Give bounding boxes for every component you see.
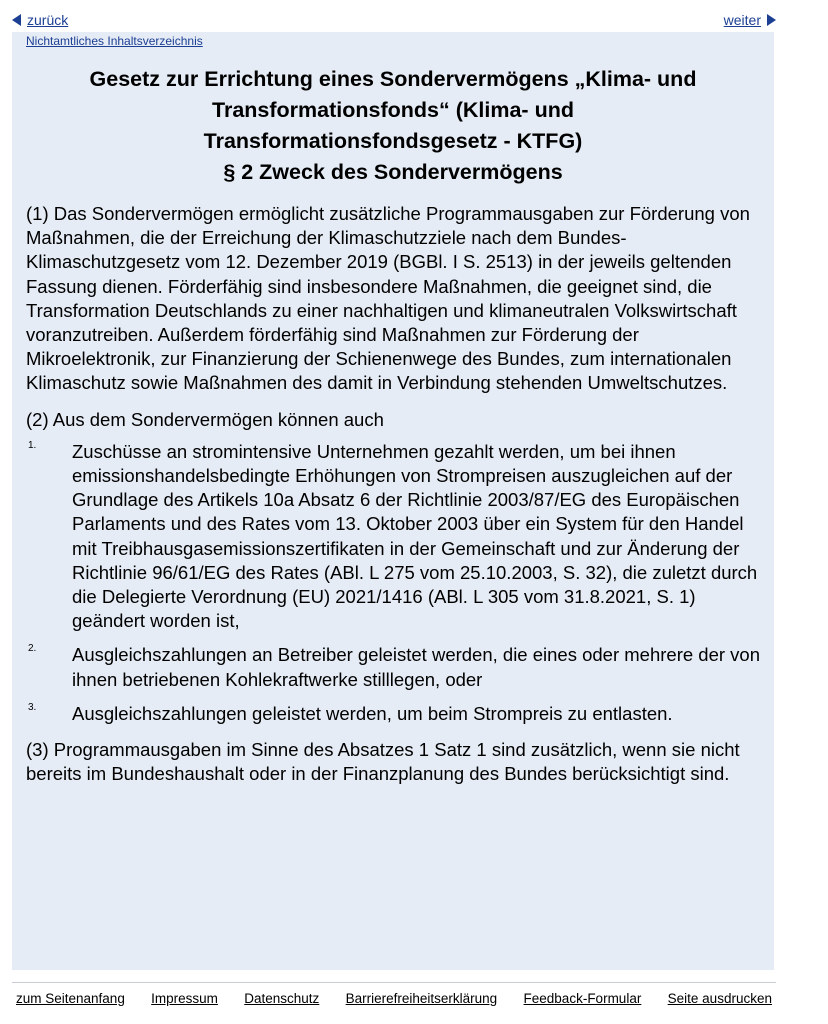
list-item (26, 702, 770, 726)
paragraph-1: (1) Das Sondervermögen ermöglicht zusätzliche Programmausgaben zur Förderung von Maßnahmen, die der Erreichung der Klimaschutzziele nach dem Bundes-Klimaschutzgesetz vom 12. Dezember 2019 (BGBl. I S. 2513) in der jeweils geltenden Fassung dienen. Förderfähig sind insbesondere Maßnahmen, die geeignet sind, die Transformation Deutschlands zu einer nachhaltigen und klimaneutralen Volkswirtschaft voranzutreiben. Außerdem förderfähig sind Maßnahmen zur Förderung der Mikroelektronik, zur Finanzierung der Schienenwege des Bundes, zum internationalen Klimaschutz sowie Maßnahmen des damit in Verbindung stehenden Umweltschutzes. (26, 203, 750, 394)
title-line-3: Transformationsfondsgesetz - KTFG) (203, 129, 583, 153)
section-heading: § 2 Zweck des Sondervermögens (223, 160, 563, 184)
footer-link-datenschutz[interactable]: Datenschutz (244, 991, 320, 1006)
arrow-right-icon (767, 14, 776, 26)
paragraph-2-intro: (2) Aus dem Sondervermögen können auch (26, 408, 384, 430)
arrow-left-icon (12, 14, 21, 26)
list-item (26, 440, 770, 634)
next-link-label: weiter (723, 12, 761, 28)
top-navigation (12, 10, 776, 30)
footer-link-feedback[interactable]: Feedback-Formular (523, 991, 642, 1006)
paragraph-3: (3) Programmausgaben im Sinne des Absatzes 1 Satz 1 sind zusätzlich, wenn sie nicht bereits im Bundeshaushalt oder in der Finanzplanung des Bundes berücksichtigt sind. (26, 739, 740, 785)
list-item (26, 643, 770, 691)
back-link[interactable] (12, 12, 68, 28)
paragraph-2-list (26, 440, 770, 726)
footer-links (12, 982, 776, 1006)
footer-link-top[interactable]: zum Seitenanfang (16, 991, 125, 1006)
list-item-number: 2. (28, 643, 37, 655)
title-line-1: Gesetz zur Errichtung eines Sondervermögens „Klima- und (89, 67, 697, 91)
table-of-contents-link[interactable]: Nichtamtliches Inhaltsverzeichnis (26, 34, 203, 48)
footer-link-impressum[interactable]: Impressum (151, 991, 218, 1006)
back-link-label: zurück (27, 12, 69, 28)
list-item-text: Zuschüsse an stromintensive Unternehmen gezahlt werden, um bei ihnen emissionshandelsbedingte Erhöhungen von Strompreisen auszugleichen auf der Grundlage des Artikels 10a Absatz 6 der Richtlinie 2003/87/EG des Europäischen Parlaments und des Rates vom 13. Oktober 2003 über ein System für den Handel mit Treibhausgasemissionszertifikaten in der Gemeinschaft und zur Änderung der Richtlinie 96/61/EG des Rates (ABl. L 275 vom 25.10.2003, S. 32), die zuletzt durch die Delegierte Verordnung (EU) 2021/1416 (ABl. L 305 vom 31.8.2021, S. 1) geändert worden ist, (72, 440, 758, 632)
content-panel (12, 32, 774, 970)
footer-link-print[interactable]: Seite ausdrucken (667, 991, 772, 1006)
list-item-text: Ausgleichszahlungen geleistet werden, um beim Strompreis zu entlasten. (72, 702, 673, 724)
title-line-2: Transformationsfonds“ (Klima- und (212, 98, 574, 122)
page-title (20, 64, 766, 188)
next-link[interactable] (724, 12, 776, 28)
list-item-text: Ausgleichszahlungen an Betreiber geleistet werden, die eines oder mehrere der von ihnen betriebenen Kohlekraftwerke stilllegen, oder (72, 644, 761, 690)
footer-link-barrierefreiheit[interactable]: Barrierefreiheitserklärung (345, 991, 498, 1006)
list-item-number: 3. (28, 701, 37, 713)
law-text (26, 202, 770, 798)
list-item-number: 1. (28, 439, 37, 451)
